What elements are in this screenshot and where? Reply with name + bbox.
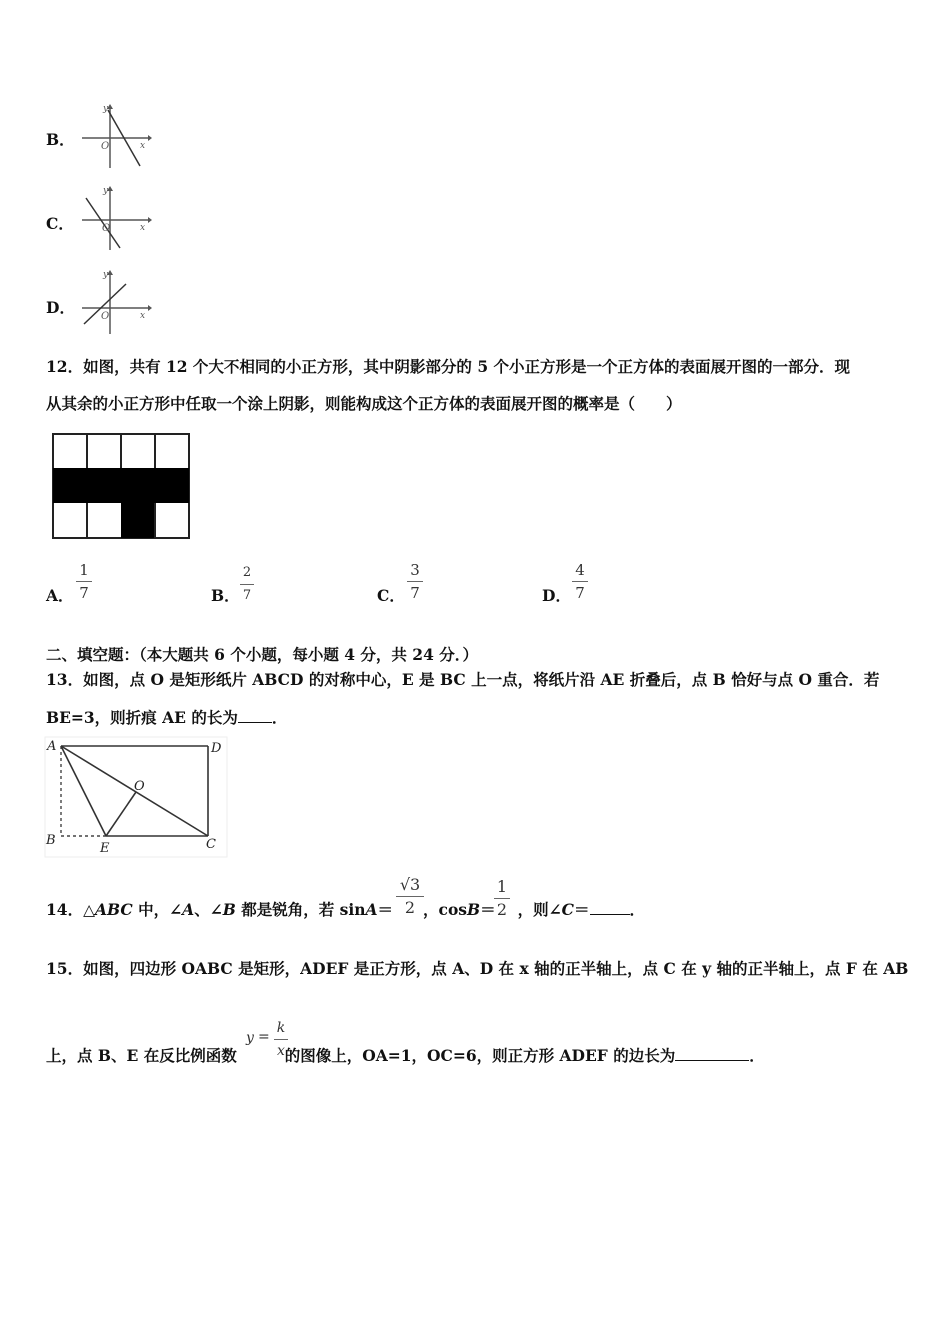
denominator: x <box>277 1043 285 1059</box>
point-e: E <box>100 841 110 856</box>
q13-rectangle-figure <box>44 736 228 858</box>
axis-y-label: y <box>103 270 109 280</box>
point-c: C <box>206 837 216 852</box>
section-heading: 二、填空题：（本大题共 6 个小题，每小题 4 分，共 24 分．） <box>46 645 479 664</box>
numerator: 2 <box>242 565 252 580</box>
point-o: O <box>134 779 145 794</box>
axis-x-label: x <box>140 311 146 321</box>
q12-option-c-label: C． <box>377 586 405 605</box>
q14-cos-fraction <box>494 877 510 920</box>
option-b-label: B． <box>46 130 75 149</box>
denominator: 7 <box>242 588 252 603</box>
axis-y-label: y <box>103 186 109 196</box>
denominator: 2 <box>496 900 508 919</box>
point-d: D <box>211 741 222 756</box>
q12-option-a-label: A． <box>46 586 74 605</box>
axis-y-label: y <box>103 104 109 114</box>
option-c-graph <box>78 184 152 252</box>
q15-line2-suffix: 的图像上，OA=1，OC=6，则正方形 ADEF 的边长为 <box>284 1046 676 1065</box>
option-c-label: C． <box>46 214 74 233</box>
numerator: 1 <box>496 877 508 896</box>
numerator: k <box>276 1020 286 1036</box>
q13-line2-prefix: BE=3，则折痕 AE 的长为 <box>46 708 238 727</box>
q15-function-formula <box>246 1018 292 1066</box>
q15-line2-prefix: 上，点 B、E 在反比例函数 <box>46 1046 237 1065</box>
q12-option-d-fraction <box>572 560 588 603</box>
option-d-graph <box>78 268 152 336</box>
denominator: 7 <box>575 584 585 602</box>
numerator: 1 <box>79 561 89 579</box>
origin-label: O <box>102 223 111 234</box>
q12-option-b-label: B． <box>211 586 240 605</box>
option-b-graph <box>78 102 152 170</box>
answer-blank <box>675 1060 749 1061</box>
q14-sin-fraction <box>396 875 424 918</box>
numerator: √3 <box>399 875 421 894</box>
answer-blank <box>238 722 272 723</box>
q13-line1: 13．如图，点 O 是矩形纸片 ABCD 的对称中心，E 是 BC 上一点，将纸片沿 AE 折叠后，点 B 恰好与点 O 重合．若 <box>46 670 880 689</box>
denominator: 7 <box>79 584 89 602</box>
q12-line1: 12．如图，共有 12 个大不相同的小正方形，其中阴影部分的 5 个小正方形是一个正方体的表面展开图的一部分．现 <box>46 357 851 376</box>
q13-line2 <box>46 706 287 728</box>
q12-option-b-fraction <box>240 563 254 606</box>
shaded-row <box>53 468 189 503</box>
q12-option-a-fraction <box>76 560 92 603</box>
q15-line1: 15．如图，四边形 OABC 是矩形，ADEF 是正方形，点 A、D 在 x 轴的正半轴上，点 C 在 y 轴的正半轴上，点 F 在 AB <box>46 959 909 978</box>
denominator: 2 <box>404 898 416 917</box>
shaded-cell <box>121 503 155 538</box>
origin-label: O <box>101 141 110 152</box>
axis-x-label: x <box>140 223 146 233</box>
point-a: A <box>47 739 57 754</box>
answer-blank <box>590 914 630 915</box>
q12-line2: 从其余的小正方形中任取一个涂上阴影，则能构成这个正方体的表面展开图的概率是（ ） <box>46 394 682 413</box>
numerator: 3 <box>410 561 420 579</box>
q12-grid-figure <box>50 432 193 541</box>
q14-line: 14．△ABC 中，∠A、∠B 都是锐角，若 sinA＝ ，cosB＝ ，则∠C＝ ． <box>46 900 646 919</box>
q13-line2-suffix: ． <box>271 708 288 727</box>
denominator: 7 <box>410 584 420 602</box>
func-y: y <box>246 1030 254 1046</box>
point-b: B <box>46 833 56 848</box>
func-eq: = <box>258 1029 270 1045</box>
q12-option-d-label: D． <box>542 586 571 605</box>
q12-option-c-fraction <box>407 560 423 603</box>
axis-x-label: x <box>140 141 146 151</box>
numerator: 4 <box>575 561 585 579</box>
q15-line2: 上，点 B、E 在反比例函数 的图像上，OA=1，OC=6，则正方形 ADEF 的边长为 ． <box>46 1046 765 1065</box>
origin-label: O <box>101 311 110 322</box>
option-d-label: D． <box>46 298 75 317</box>
